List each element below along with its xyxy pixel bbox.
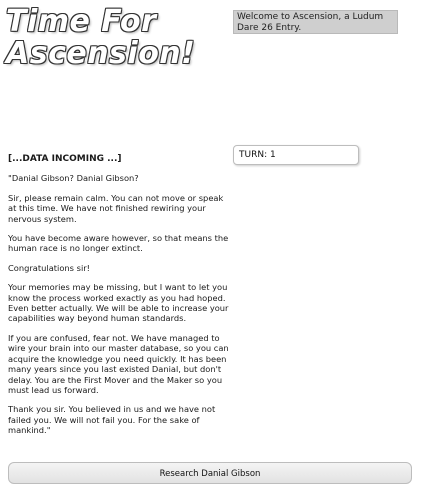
turn-counter: TURN: 1 bbox=[233, 145, 359, 165]
message-paragraph: "Danial Gibson? Danial Gibson? bbox=[8, 173, 139, 184]
game-title-line-1: Time For bbox=[6, 4, 157, 39]
message-paragraph: Sir, please remain calm. You can not move or speak at this time. We have not finished rewiring your nervous system. bbox=[8, 192, 224, 224]
game-title-line-2: Ascension! bbox=[6, 36, 196, 71]
message-paragraph: You have become aware however, so that means the human race is no longer extinct. bbox=[8, 233, 229, 254]
message-heading: [...DATA INCOMING ...] bbox=[8, 154, 122, 164]
message-paragraph: If you are confused, fear not. We have managed to wire your brain into our master database, so you can acquire the knowledge you need quickly. It has been many years since you last existed Danial, but don't delay. You are the First Mover and the Maker so you must lead us forward. bbox=[8, 332, 229, 395]
incoming-message bbox=[8, 154, 230, 445]
welcome-banner: Welcome to Ascension, a Ludum Dare 26 Entry. bbox=[233, 10, 398, 34]
research-button[interactable]: Research Danial Gibson bbox=[8, 462, 412, 484]
game-title bbox=[6, 6, 226, 70]
message-paragraph: Your memories may be missing, but I want to let you know the process worked exactly as you had hoped. Even better actually. We will be able to increase your capabilities way beyond human standards. bbox=[8, 282, 229, 324]
message-paragraph: Thank you sir. You believed in us and we have not failed you. We will not fail you. For the sake of mankind." bbox=[8, 404, 216, 436]
message-paragraph: Congratulations sir! bbox=[8, 262, 91, 273]
